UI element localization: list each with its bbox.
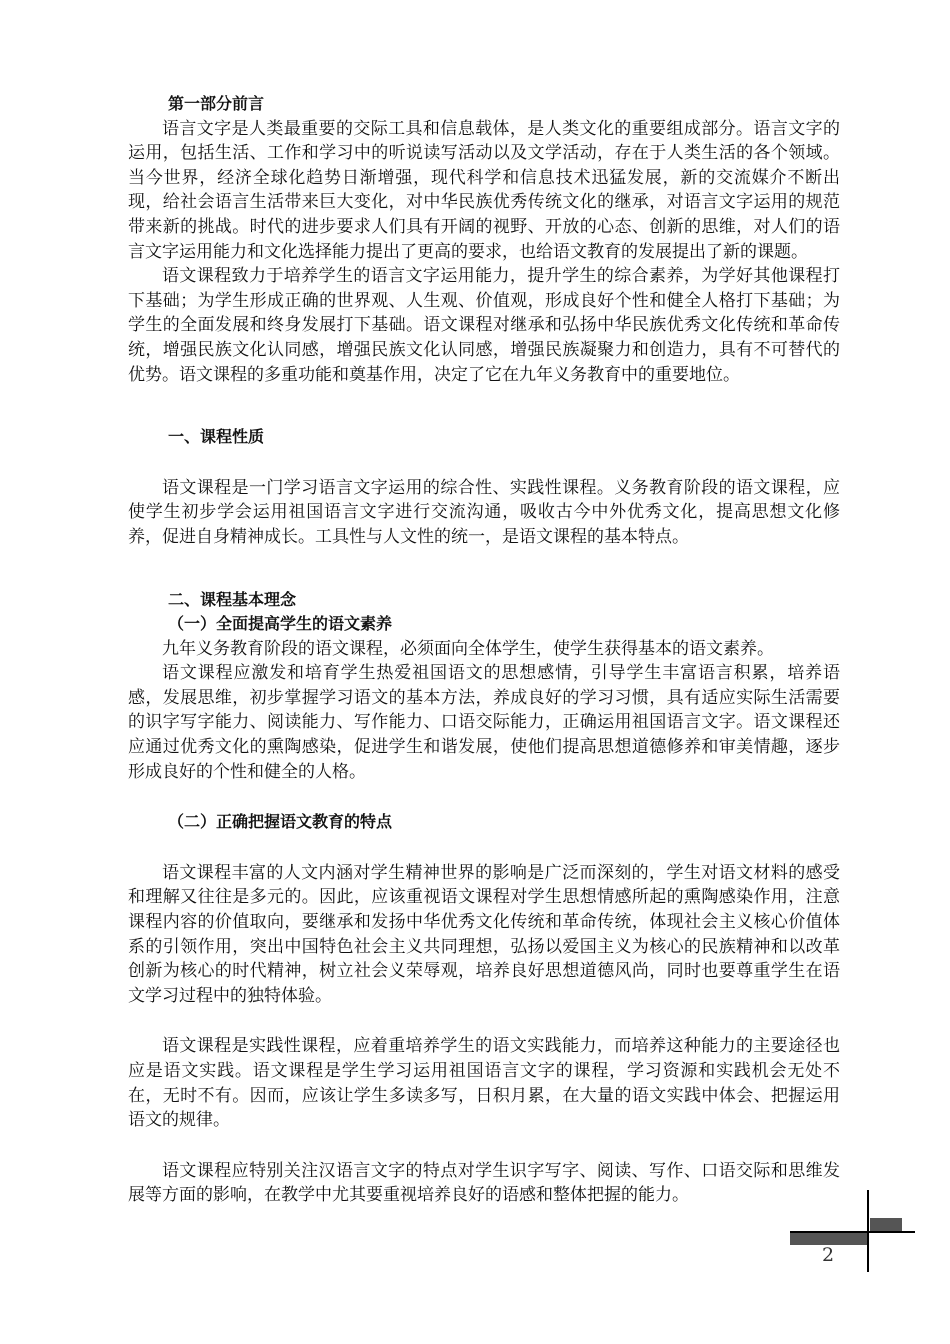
- section-heading-concepts: 二、课程基本理念: [168, 589, 297, 609]
- characteristics-paragraph-1: 语文课程丰富的人文内涵对学生精神世界的影响是广泛而深刻的，学生对语文材料的感受和理解又往往是多元的。因此，应该重视语文课程对学生思想情感所起的熏陶感染作用，注意课程内容的价值取向，要继承和发扬中华优秀文化传统和革命传统，体现社会主义核心价值体系的引领作用，突出中国特色社会主义共同理想，弘扬以爱国主义为核心的民族精神和以改革创新为核心的时代精神，树立社会义荣辱观，培养良好思想道德风尚，同时也要尊重学生在语文学习过程中的独特体验。: [128, 862, 840, 1006]
- section-paragraph-nature: 语文课程是一门学习语言文字运用的综合性、实践性课程。义务教育阶段的语文课程，应使学生初步学会运用祖国语言文字进行交流沟通，吸收古今中外优秀文化，提高思想文化修养，促进自身精神成长。工具性与人文性的统一，是语文课程的基本特点。: [128, 477, 840, 547]
- intro-paragraph-2: 语文课程致力于培养学生的语言文字运用能力，提升学生的综合素养，为学好其他课程打下基础；为学生形成正确的世界观、人生观、价值观，形成良好个性和健全人格打下基础；为学生的全面发展和终身发展打下基础。语文课程对继承和弘扬中华民族优秀文化传统和革命传统，增强民族文化认同感，增强民族文化认同感，增强民族凝聚力和创造力，具有不可替代的优势。语文课程的多重功能和奠基作用，决定了它在九年义务教育中的重要地位。: [128, 266, 840, 385]
- literacy-paragraph-1: 九年义务教育阶段的语文课程，必须面向全体学生，使学生获得基本的语文素养。: [162, 638, 774, 659]
- characteristics-paragraph-2: 语文课程是实践性课程，应着重培养学生的语文实践能力，而培养这种能力的主要途径也应是语文实践。语文课程是学生学习运用祖国语言文字的课程，学习资源和实践机会无处不在，无时不有。因而，应该让学生多读多写，日积月累，在大量的语文实践中体会、把握运用语文的规律。: [128, 1036, 840, 1131]
- spacer: [128, 450, 840, 476]
- spacer: [128, 835, 840, 861]
- subsection-heading-characteristics: （二）正确把握语文教育的特点: [168, 812, 393, 832]
- spacer: [128, 550, 840, 588]
- section-heading-nature: 一、课程性质: [168, 427, 265, 447]
- spacer: [128, 387, 840, 425]
- page-number: 2: [822, 1244, 835, 1266]
- spacer: [128, 1133, 840, 1159]
- page-corner-block-top: [870, 1218, 902, 1231]
- subsection-heading-literacy: （一）全面提高学生的语文素养: [168, 614, 393, 634]
- document-body: [128, 92, 840, 1208]
- intro-paragraph-1: 语言文字是人类最重要的交际工具和信息载体，是人类文化的重要组成部分。语言文字的运用，包括生活、工作和学习中的听说读写活动以及文学活动，存在于人类生活的各个领域。当今世界，经济全球化趋势日渐增强，现代科学和信息技术迅猛发展，新的交流媒介不断出现，给社会语言生活带来巨大变化，对中华民族优秀传统文化的继承，对语言文字运用的规范带来新的挑战。时代的进步要求人们具有开阔的视野、开放的心态、创新的思维，对人们的语言文字运用能力和文化选择能力提出了更高的要求，也给语文教育的发展提出了新的课题。: [128, 118, 840, 262]
- spacer: [128, 1008, 840, 1034]
- literacy-paragraph-2: 语文课程应激发和培育学生热爱祖国语文的思想感情，引导学生丰富语言积累，培养语感，发展思维，初步掌握学习语文的基本方法，养成良好的学习习惯，具有适应实际生活需要的识字写字能力、阅读能力、写作能力、口语交际能力，正确运用祖国语言文字。语文课程还应通过优秀文化的熏陶感染，促进学生和谐发展，使他们提高思想道德修养和审美情趣，逐步形成良好的个性和健全的人格。: [128, 663, 840, 782]
- part-title: 第一部分前言: [168, 94, 265, 113]
- characteristics-paragraph-3: 语文课程应特别关注汉语言文字的特点对学生识字写字、阅读、写作、口语交际和思维发展等方面的影响，在教学中尤其要重视培养良好的语感和整体把握的能力。: [128, 1160, 840, 1206]
- spacer: [128, 784, 840, 810]
